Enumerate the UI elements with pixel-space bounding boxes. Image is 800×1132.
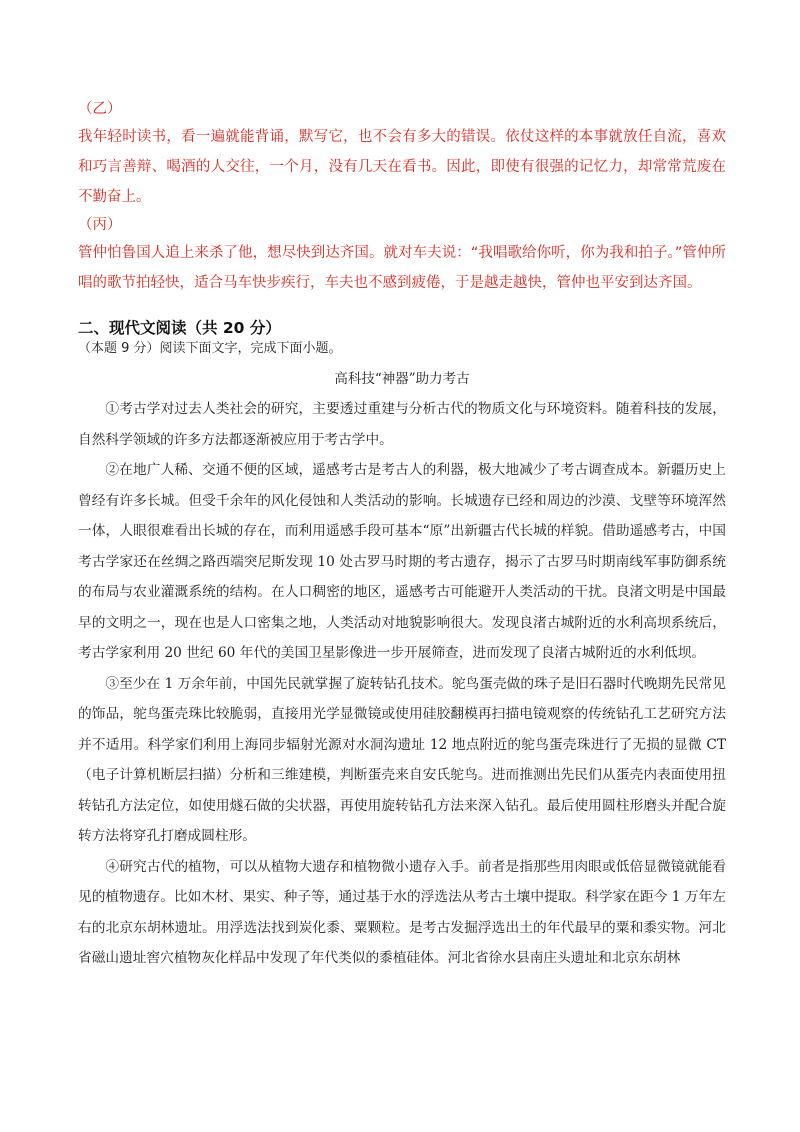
article-title: 高科技“神器”助力考古 xyxy=(334,371,470,387)
section-heading: 二、现代文阅读（共 20 分） xyxy=(78,319,281,337)
section-label-bing: （丙） xyxy=(78,217,122,233)
article-paragraph-4: ④研究古代的植物，可以从植物大遗存和植物微小遗存入手。前者是指那些用肉眼或低倍显微镜就能看见的植物遗存。比如木材、果实、种子等，通过基于水的浮选法从考古土壤中提取。科学家在距今 1 万年左右的北京东胡林遗址。用浮选法找到炭化黍、粟颗粒。是考古发掘浮选出土的年代最早的粟和黍实物。河北省磁山遗址窖穴植物灰化样品中发现了年代类似的黍植硅体。河北省徐水县南庄头遗址和北京东胡林 xyxy=(78,858,726,966)
article-paragraph-1: ①考古学对过去人类社会的研究，主要透过重建与分析古代的物质文化与环境资料。随着科技的发展，自然科学领域的许多方法都逐渐被应用于考古学中。 xyxy=(78,401,726,448)
question-intro: （本题 9 分）阅读下面文字，完成下面小题。 xyxy=(78,341,342,356)
translation-block xyxy=(78,96,726,298)
article-paragraph-2: ②在地广人稀、交通不便的区域，遥感考古是考古人的利器，极大地减少了考古调查成本。新疆历史上曾经有许多长城。但受千余年的风化侵蚀和人类活动的影响。长城遗存已经和周边的沙漠、戈壁等环境浑然一体，人眼很难看出长城的存在，而利用遥感手段可基本“原”出新疆古代长城的样貌。借助遥感考古，中国考古学家还在丝绸之路西端突尼斯发现 10 处古罗马时期的考古遗存，揭示了古罗马时期南线军事防御系统的布局与农业灌溉系统的结构。在人口稠密的地区，遥感考古可能避开人类活动的干扰。良渚文明是中国最早的文明之一，现在也是人口密集之地，人类活动对地貌影响很大。发现良渚古城附近的水利高坝系统后，考古学家利用 20 世纪 60 年代的美国卫星影像进一步开展筛查，进而发现了良渚古城附近的水利低坝。 xyxy=(78,462,726,661)
section-label-yi: （乙） xyxy=(78,101,122,117)
translation-bing: 管仲怕鲁国人追上来杀了他，想尽快到达齐国。就对车夫说：“我唱歌给你听，你为我和拍子。”管仲所唱的歌节拍轻快，适合马车快步疾行，车夫也不感到疲倦，于是越走越快，管仲也平安到达齐国。 xyxy=(78,245,726,291)
article-body xyxy=(78,394,726,974)
article-paragraph-3: ③至少在 1 万余年前，中国先民就掌握了旋转钻孔技术。鸵鸟蛋壳做的珠子是旧石器时代晚期先民常见的饰品，鸵鸟蛋壳珠比较脆弱，直接用光学显微镜或使用硅胶翻模再扫描电镜观察的传统钻孔工艺研究方法并不适用。科学家们利用上海同步辐射光源对水洞沟遗址 12 地点附近的鸵鸟蛋壳珠进行了无损的显微 CT（电子计算机断层扫描）分析和三维建模，判断蛋壳来自安氏鸵鸟。进而推测出先民们从蛋壳内表面使用扭转钻孔方法定位，如使用燧石做的尖状器，再使用旋转钻孔方法来深入钻孔。最后使用圆柱形磨头并配合旋转方法将穿孔打磨成圆柱形。 xyxy=(78,675,726,844)
translation-yi: 我年轻时读书，看一遍就能背诵，默写它，也不会有多大的错误。依仗这样的本事就放任自流，喜欢和巧言善辩、喝酒的人交往，一个月，没有几天在看书。因此，即使有很强的记忆力，却常常荒废在不勤奋上。 xyxy=(78,129,726,205)
